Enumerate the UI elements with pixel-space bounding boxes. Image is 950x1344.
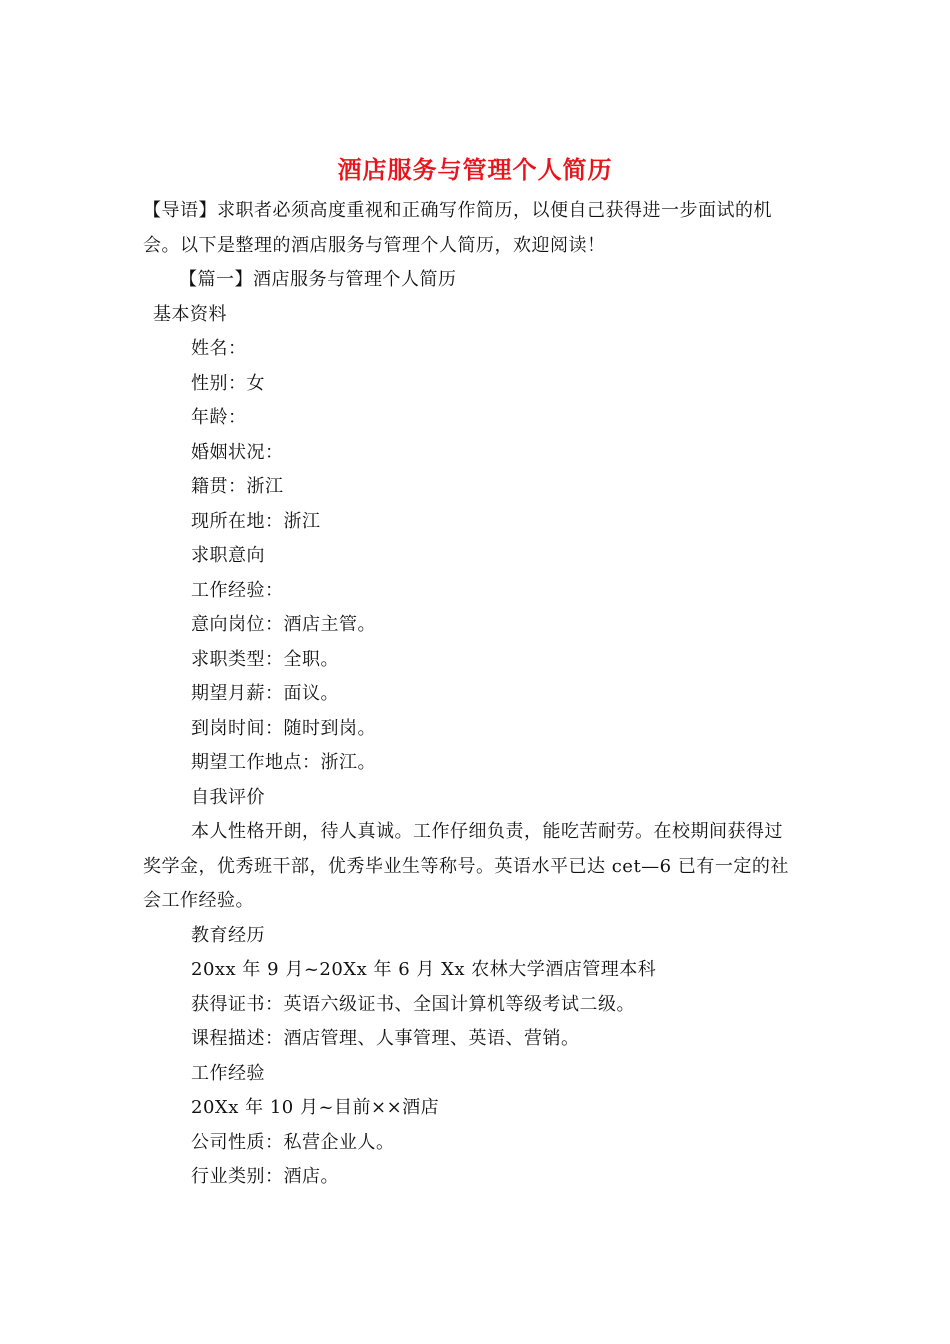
- field-start-time: 到岗时间：随时到岗。: [191, 717, 376, 739]
- self-evaluation-line-2: 奖学金，优秀班干部，优秀毕业生等称号。英语水平已达 cet—6 已有一定的社: [143, 855, 789, 877]
- field-expected-salary: 期望月薪：面议。: [191, 683, 339, 704]
- field-name: 姓名：: [191, 338, 247, 359]
- job-intention-heading: 求职意向: [191, 545, 265, 566]
- education-courses: 课程描述：酒店管理、人事管理、英语、营销。: [191, 1028, 580, 1049]
- intro-line-1: 【导语】求职者必须高度重视和正确写作简历，以便自己获得进一步面试的机: [143, 200, 772, 221]
- intro-line-2: 会。以下是整理的酒店服务与管理个人简历，欢迎阅读！: [143, 234, 606, 256]
- field-gender: 性别：女: [191, 372, 265, 394]
- education-certificates: 获得证书：英语六级证书、全国计算机等级考试二级。: [191, 993, 635, 1015]
- section-heading: 【篇一】酒店服务与管理个人简历: [179, 269, 457, 290]
- self-evaluation-line-3: 会工作经验。: [143, 890, 254, 911]
- self-evaluation-line-1: 本人性格开朗，待人真诚。工作仔细负责，能吃苦耐劳。在校期间获得过: [191, 821, 783, 842]
- field-marital-status: 婚姻状况：: [191, 441, 284, 463]
- document-title: 酒店服务与管理个人简历: [337, 155, 613, 184]
- field-current-location: 现所在地：浙江: [191, 510, 321, 532]
- document-body: [143, 194, 808, 1195]
- education-period: 20xx 年 9 月~20Xx 年 6 月 Xx 农林大学酒店管理本科: [191, 959, 657, 980]
- work-industry: 行业类别：酒店。: [191, 1166, 339, 1187]
- education-heading: 教育经历: [191, 924, 265, 946]
- basic-info-heading: 基本资料: [153, 303, 227, 325]
- work-heading: 工作经验: [191, 1062, 265, 1084]
- field-age: 年龄：: [191, 407, 247, 428]
- self-evaluation-heading: 自我评价: [191, 786, 265, 808]
- work-period: 20Xx 年 10 月~目前××酒店: [191, 1097, 440, 1118]
- field-desired-position: 意向岗位：酒店主管。: [191, 614, 376, 635]
- field-desired-location: 期望工作地点：浙江。: [191, 752, 376, 773]
- field-job-type: 求职类型：全职。: [191, 648, 339, 670]
- field-native-place: 籍贯：浙江: [191, 476, 284, 497]
- field-work-experience: 工作经验：: [191, 579, 284, 601]
- work-company-type: 公司性质：私营企业人。: [191, 1131, 395, 1153]
